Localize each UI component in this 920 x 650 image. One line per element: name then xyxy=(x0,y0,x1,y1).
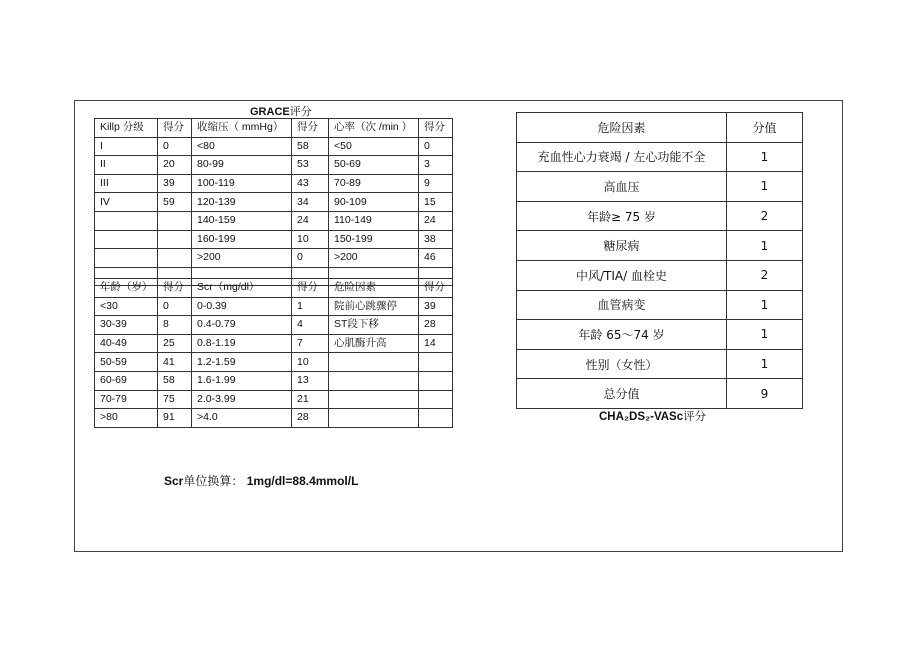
grace-row xyxy=(95,297,453,316)
table-cell xyxy=(329,353,419,372)
header-cell: 收缩压（ mmHg） xyxy=(192,119,292,138)
table-cell: 120-139 xyxy=(192,193,292,212)
table-cell: 53 xyxy=(292,156,329,175)
header-cell: 心率（次 /min ） xyxy=(329,119,419,138)
header-cell: 得分 xyxy=(158,119,192,138)
table-cell: 90-109 xyxy=(329,193,419,212)
table-cell: 年龄≥ 75 岁 xyxy=(517,201,727,231)
table-cell: 70-79 xyxy=(95,390,158,409)
table-cell: 10 xyxy=(292,353,329,372)
table-cell: 150-199 xyxy=(329,230,419,249)
grace-row-header xyxy=(95,119,453,138)
grace-title: GRACE评分 xyxy=(250,106,312,118)
header-cell: 得分 xyxy=(292,279,329,298)
table-cell: 91 xyxy=(158,409,192,428)
header-cell: 得分 xyxy=(292,119,329,138)
table-cell: 43 xyxy=(292,174,329,193)
cha-row xyxy=(517,379,803,409)
grace-row xyxy=(95,174,453,193)
table-cell: 13 xyxy=(292,371,329,390)
table-cell: 1 xyxy=(727,349,803,379)
table-cell: 39 xyxy=(158,174,192,193)
table-cell: 58 xyxy=(158,371,192,390)
header-cell: 年龄（岁） xyxy=(95,279,158,298)
table-cell: 30-39 xyxy=(95,316,158,335)
cha-row xyxy=(517,320,803,350)
table-cell: 总分值 xyxy=(517,379,727,409)
table-cell: IV xyxy=(95,193,158,212)
table-cell xyxy=(95,230,158,249)
table-cell: 中风/TIA/ 血栓史 xyxy=(517,260,727,290)
table-cell: 34 xyxy=(292,193,329,212)
table-cell: 15 xyxy=(419,193,453,212)
table-cell: <80 xyxy=(192,137,292,156)
header-cell: 危险因素 xyxy=(329,279,419,298)
table-cell xyxy=(419,353,453,372)
table-cell: 50-69 xyxy=(329,156,419,175)
table-cell: 性别（女性） xyxy=(517,349,727,379)
table-cell: 0 xyxy=(419,137,453,156)
table-cell: 1 xyxy=(727,231,803,261)
table-cell: 59 xyxy=(158,193,192,212)
grace-table-age-scr-risk xyxy=(94,278,453,428)
table-cell: 3 xyxy=(419,156,453,175)
table-cell: 75 xyxy=(158,390,192,409)
table-cell: 0 xyxy=(292,249,329,268)
table-cell: >200 xyxy=(192,249,292,268)
header-cell: Scr（mg/dl） xyxy=(192,279,292,298)
header-cell: Killp 分级 xyxy=(95,119,158,138)
table-cell: 0-0.39 xyxy=(192,297,292,316)
table-cell: 24 xyxy=(419,211,453,230)
table-cell: 高血压 xyxy=(517,172,727,202)
table-cell: <50 xyxy=(329,137,419,156)
table-cell: 心肌酶升高 xyxy=(329,334,419,353)
cha-row-header xyxy=(517,113,803,143)
table-cell xyxy=(329,371,419,390)
table-cell: 4 xyxy=(292,316,329,335)
table-cell: 8 xyxy=(158,316,192,335)
header-cell: 得分 xyxy=(158,279,192,298)
cha-row xyxy=(517,172,803,202)
grace-row xyxy=(95,156,453,175)
table-cell: 0 xyxy=(158,297,192,316)
cha-row xyxy=(517,290,803,320)
table-cell: >4.0 xyxy=(192,409,292,428)
table-cell: 1 xyxy=(727,172,803,202)
grace-table-killip-bp-hr xyxy=(94,118,453,286)
cha2ds2-vasc-table xyxy=(516,112,803,409)
table-cell: 110-149 xyxy=(329,211,419,230)
table-cell: 1 xyxy=(727,142,803,172)
grace-row xyxy=(95,371,453,390)
grace-row xyxy=(95,211,453,230)
table-cell xyxy=(158,230,192,249)
table-cell: III xyxy=(95,174,158,193)
table-cell: 80-99 xyxy=(192,156,292,175)
table-cell: 9 xyxy=(727,379,803,409)
grace-row xyxy=(95,230,453,249)
header-cell: 分值 xyxy=(727,113,803,143)
table-cell: 糖尿病 xyxy=(517,231,727,261)
table-cell: 9 xyxy=(419,174,453,193)
table-cell: 年龄 65～74 岁 xyxy=(517,320,727,350)
table-cell: 14 xyxy=(419,334,453,353)
table-cell: 7 xyxy=(292,334,329,353)
table-cell xyxy=(95,211,158,230)
table-cell: 70-89 xyxy=(329,174,419,193)
table-cell: 41 xyxy=(158,353,192,372)
cha2ds2-vasc-title: CHA₂DS₂-VASc评分 xyxy=(599,411,707,423)
table-cell: 28 xyxy=(419,316,453,335)
header-cell: 得分 xyxy=(419,279,453,298)
table-cell: 100-119 xyxy=(192,174,292,193)
table-cell xyxy=(158,249,192,268)
grace-row xyxy=(95,249,453,268)
grace-row-header xyxy=(95,279,453,298)
table-cell xyxy=(419,371,453,390)
table-cell: 58 xyxy=(292,137,329,156)
table-cell: 充血性心力衰竭 / 左心功能不全 xyxy=(517,142,727,172)
grace-row xyxy=(95,193,453,212)
table-cell: 50-59 xyxy=(95,353,158,372)
table-cell: 0.8-1.19 xyxy=(192,334,292,353)
table-cell: 院前心跳骤停 xyxy=(329,297,419,316)
grace-row xyxy=(95,137,453,156)
table-cell: 0.4-0.79 xyxy=(192,316,292,335)
grace-row xyxy=(95,409,453,428)
table-cell xyxy=(158,211,192,230)
table-cell xyxy=(329,390,419,409)
table-cell xyxy=(95,249,158,268)
table-cell xyxy=(329,409,419,428)
table-cell: I xyxy=(95,137,158,156)
table-cell: 10 xyxy=(292,230,329,249)
table-cell xyxy=(419,390,453,409)
header-cell: 危险因素 xyxy=(517,113,727,143)
table-cell: <30 xyxy=(95,297,158,316)
table-cell: 1 xyxy=(292,297,329,316)
grace-row xyxy=(95,353,453,372)
table-cell: 160-199 xyxy=(192,230,292,249)
table-cell xyxy=(419,409,453,428)
table-cell: II xyxy=(95,156,158,175)
table-cell: 46 xyxy=(419,249,453,268)
grace-row xyxy=(95,316,453,335)
cha-row xyxy=(517,201,803,231)
table-cell: 血管病变 xyxy=(517,290,727,320)
table-cell: 1.2-1.59 xyxy=(192,353,292,372)
cha-row xyxy=(517,142,803,172)
grace-row xyxy=(95,334,453,353)
table-cell: 1.6-1.99 xyxy=(192,371,292,390)
table-cell: 20 xyxy=(158,156,192,175)
table-cell: 25 xyxy=(158,334,192,353)
table-cell: 0 xyxy=(158,137,192,156)
table-cell: 140-159 xyxy=(192,211,292,230)
cha-row xyxy=(517,260,803,290)
table-cell: 40-49 xyxy=(95,334,158,353)
table-cell: 1 xyxy=(727,290,803,320)
cha-row xyxy=(517,231,803,261)
grace-row xyxy=(95,390,453,409)
table-cell: >80 xyxy=(95,409,158,428)
table-cell: 39 xyxy=(419,297,453,316)
table-cell: ST段下移 xyxy=(329,316,419,335)
table-cell: 28 xyxy=(292,409,329,428)
table-cell: 38 xyxy=(419,230,453,249)
table-cell: 24 xyxy=(292,211,329,230)
table-cell: 2 xyxy=(727,201,803,231)
table-cell: 1 xyxy=(727,320,803,350)
scr-conversion-note: Scr单位换算： 1mg/dl=88.4mmol/L xyxy=(164,474,359,488)
table-cell: 2.0-3.99 xyxy=(192,390,292,409)
table-cell: 60-69 xyxy=(95,371,158,390)
table-cell: 21 xyxy=(292,390,329,409)
table-cell: >200 xyxy=(329,249,419,268)
header-cell: 得分 xyxy=(419,119,453,138)
cha-row xyxy=(517,349,803,379)
table-cell: 2 xyxy=(727,260,803,290)
